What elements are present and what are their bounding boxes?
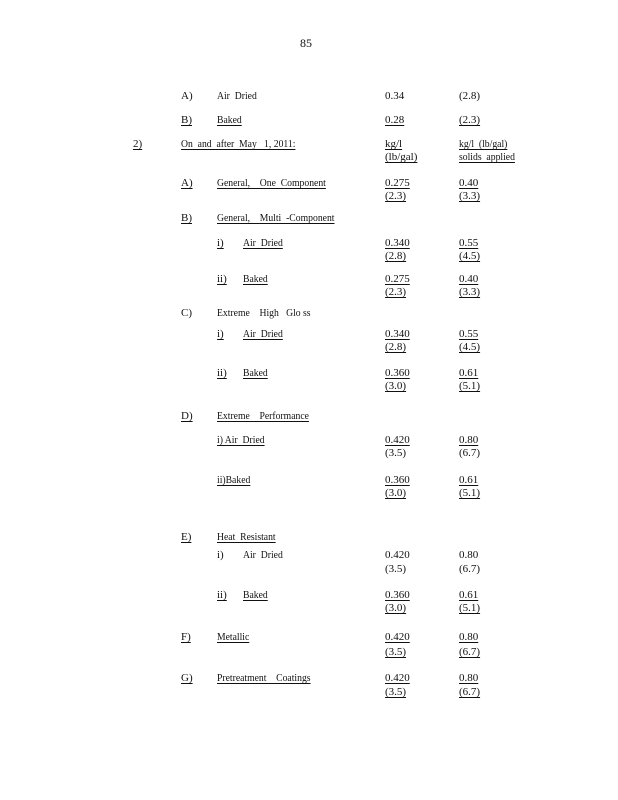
value-cell: (6.7) <box>459 686 481 698</box>
value-cell: 0.34 <box>385 90 405 102</box>
value-cell: (5.1) <box>459 602 481 614</box>
value-cell: (3.3) <box>459 190 481 202</box>
item-label: F) <box>181 631 191 643</box>
item-text: Metallic <box>217 631 250 643</box>
item-text: Baked <box>217 114 242 126</box>
value-cell: (2.8) <box>385 250 407 262</box>
value-cell: (2.3) <box>385 190 407 202</box>
value-cell: 0.80 <box>459 672 479 684</box>
value-cell: (5.1) <box>459 380 481 392</box>
section-number: 2) <box>133 138 143 150</box>
subitem-text: Air Dried <box>243 237 283 249</box>
value-cell: (2.3) <box>385 286 407 298</box>
item-label: A) <box>181 177 193 189</box>
value-cell: (4.5) <box>459 250 481 262</box>
item-label: A) <box>181 90 193 102</box>
value-cell: (6.7) <box>459 646 481 658</box>
subitem-text: i) Air Dried <box>217 434 265 446</box>
item-label: C) <box>181 307 192 319</box>
value-cell: 0.40 <box>459 273 479 285</box>
column-header: solids applied <box>459 151 515 163</box>
subitem-text: Air Dried <box>243 549 283 561</box>
value-cell: 0.40 <box>459 177 479 189</box>
value-cell: (3.3) <box>459 286 481 298</box>
item-text: Pretreatment Coatings <box>217 672 311 684</box>
value-cell: 0.420 <box>385 549 410 561</box>
value-cell: 0.55 <box>459 237 479 249</box>
column-header: kg/l <box>385 138 403 150</box>
value-cell: (3.5) <box>385 447 407 459</box>
value-cell: 0.55 <box>459 328 479 340</box>
value-cell: 0.360 <box>385 367 410 379</box>
item-text: Extreme Performance <box>217 410 309 422</box>
item-label: B) <box>181 212 192 224</box>
subitem-text: Baked <box>243 367 268 379</box>
item-text: Air Dried <box>217 90 257 102</box>
item-label: G) <box>181 672 193 684</box>
value-cell: (5.1) <box>459 487 481 499</box>
item-text: General, One Component <box>217 177 326 189</box>
subitem-text: Air Dried <box>243 328 283 340</box>
value-cell: 0.61 <box>459 474 479 486</box>
subitem-number: ii) <box>217 589 227 601</box>
column-header: (lb/gal) <box>385 151 418 163</box>
value-cell: (2.3) <box>459 114 481 126</box>
subitem-number: ii) <box>217 273 227 285</box>
value-cell: 0.340 <box>385 328 410 340</box>
value-cell: (3.0) <box>385 487 407 499</box>
subitem-number: ii) <box>217 367 227 379</box>
subitem-number: i) <box>217 328 224 340</box>
item-text: Extreme High Glo ss <box>217 307 311 319</box>
column-header: kg/l (lb/gal) <box>459 138 508 150</box>
value-cell: (6.7) <box>459 447 481 459</box>
value-cell: (3.0) <box>385 380 407 392</box>
value-cell: 0.28 <box>385 114 405 126</box>
value-cell: (3.5) <box>385 686 407 698</box>
value-cell: 0.61 <box>459 589 479 601</box>
value-cell: 0.360 <box>385 589 410 601</box>
value-cell: 0.275 <box>385 273 410 285</box>
subitem-number: i) <box>217 549 224 561</box>
value-cell: 0.80 <box>459 631 479 643</box>
value-cell: (3.0) <box>385 602 407 614</box>
value-cell: 0.80 <box>459 549 479 561</box>
value-cell: 0.420 <box>385 434 410 446</box>
item-label: B) <box>181 114 192 126</box>
value-cell: 0.275 <box>385 177 410 189</box>
item-label: D) <box>181 410 193 422</box>
section-heading: On and after May 1, 2011: <box>181 138 296 150</box>
value-cell: 0.340 <box>385 237 410 249</box>
value-cell: (6.7) <box>459 563 481 575</box>
value-cell: (3.5) <box>385 646 407 658</box>
value-cell: 0.360 <box>385 474 410 486</box>
item-label: E) <box>181 531 192 543</box>
value-cell: 0.420 <box>385 672 410 684</box>
value-cell: 0.420 <box>385 631 410 643</box>
subitem-text: Baked <box>243 589 268 601</box>
value-cell: 0.61 <box>459 367 479 379</box>
value-cell: (2.8) <box>385 341 407 353</box>
subitem-text: Baked <box>243 273 268 285</box>
subitem-text: ii)Baked <box>217 474 251 486</box>
item-text: Heat Resistant <box>217 531 276 543</box>
page-number: 85 <box>300 36 312 50</box>
subitem-number: i) <box>217 237 224 249</box>
value-cell: (2.8) <box>459 90 481 102</box>
value-cell: (3.5) <box>385 563 407 575</box>
value-cell: 0.80 <box>459 434 479 446</box>
value-cell: (4.5) <box>459 341 481 353</box>
item-text: General, Multi -Component <box>217 212 335 224</box>
